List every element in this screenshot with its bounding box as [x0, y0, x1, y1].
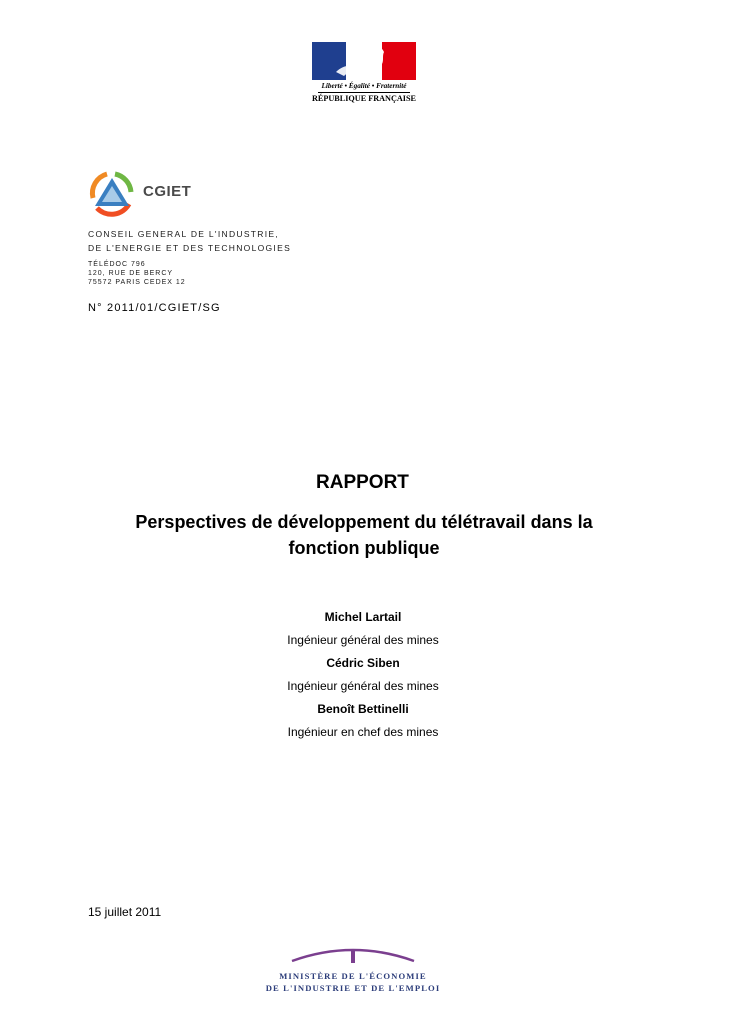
ministry-line-2: DE L'INDUSTRIE ET DE L'EMPLOI	[265, 983, 441, 993]
marianne-profile-icon	[332, 42, 396, 80]
logo-divider	[318, 92, 410, 93]
report-date: 15 juillet 2011	[88, 905, 162, 919]
cgiet-logo	[85, 168, 205, 218]
address-line-1: TÉLÉDOC 796	[88, 261, 146, 268]
author-role: Ingénieur général des mines	[287, 679, 439, 693]
report-label: RAPPORT	[316, 472, 409, 493]
author-name: Benoît Bettinelli	[317, 702, 409, 716]
french-flag-icon	[312, 42, 416, 80]
address-line-3: 75572 PARIS CEDEX 12	[88, 279, 186, 286]
report-title: Perspectives de développement du télétravail dans la fonction publique	[135, 512, 593, 558]
ministry-logo	[262, 945, 444, 995]
author-name: Michel Lartail	[324, 610, 402, 624]
author-name: Cédric Siben	[326, 656, 400, 670]
cgiet-triangle-icon	[85, 168, 139, 218]
republique-francaise-logo	[312, 42, 416, 108]
republic-motto: Liberté • Égalité • Fraternité	[321, 82, 407, 90]
address-line-2: 120, RUE DE BERCY	[88, 270, 174, 277]
author-role: Ingénieur en chef des mines	[287, 725, 439, 739]
ministry-arc-icon	[262, 945, 444, 965]
cgiet-logo-text: CGIET	[143, 183, 192, 200]
republic-name: RÉPUBLIQUE FRANÇAISE	[312, 94, 416, 103]
organization-line-2: DE L'ENERGIE ET DES TECHNOLOGIES	[88, 243, 292, 253]
organization-line-1: CONSEIL GENERAL DE L'INDUSTRIE,	[88, 229, 280, 239]
report-reference: N° 2011/01/CGIET/SG	[88, 302, 221, 314]
authors-list	[240, 606, 486, 744]
ministry-line-1: MINISTÈRE DE L'ÉCONOMIE	[279, 971, 427, 981]
author-role: Ingénieur général des mines	[287, 633, 439, 647]
